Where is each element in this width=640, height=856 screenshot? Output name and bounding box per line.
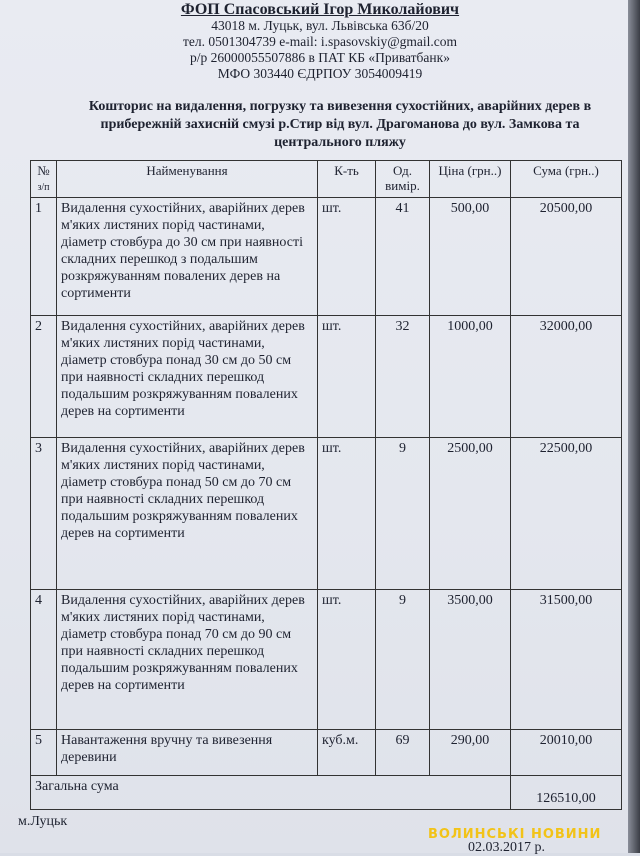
row-no: 3 (31, 438, 57, 590)
row-sum: 31500,00 (511, 590, 622, 730)
estimate-table (30, 160, 622, 810)
row-qty: шт. (318, 316, 376, 438)
table-row (31, 590, 622, 730)
letterhead (150, 2, 490, 82)
col-no: № з/п (31, 161, 57, 198)
table-row (31, 438, 622, 590)
col-name: Найменування (57, 161, 318, 198)
city: м.Луцьк (18, 814, 68, 829)
row-price: 2500,00 (430, 438, 511, 590)
watermark-logo: ВОЛИНСЬКІ НОВИНИ (428, 827, 602, 842)
total-value: 126510,00 (511, 776, 622, 810)
row-price: 3500,00 (430, 590, 511, 730)
row-unit: 32 (376, 316, 430, 438)
row-name: Видалення сухостійних, аварійних дерев м'яких листяних порід частинами, діаметр стовбура понад 50 см до 70 см при наявності складних перешкод подальшим розкряжуванням повалених дерев на сортименти (57, 438, 318, 590)
row-sum: 20010,00 (511, 730, 622, 776)
row-sum: 20500,00 (511, 198, 622, 316)
document-title: Кошторис на видалення, погрузку та вивезення сухостійних, аварійних дерев в прибережній захисній смузі р.Стир від вул. Драгоманова до вул. Замкова та центрального пляжу (88, 99, 592, 150)
bank-codes: МФО 303440 ЄДРПОУ 3054009419 (217, 66, 423, 81)
row-name: Видалення сухостійних, аварійних дерев м'яких листяних порід частинами, діаметр стовбура понад 70 см до 90 см при наявності складних перешкод подальшим розкряжуванням повалених дерев на сортименти (57, 590, 318, 730)
col-qty: К-ть (318, 161, 376, 198)
contacts: тел. 0501304739 e-mail: i.spasovskiy@gmail.com (182, 34, 458, 49)
table-row (31, 730, 622, 776)
row-price: 500,00 (430, 198, 511, 316)
total-label: Загальна сума (31, 776, 511, 810)
row-price: 290,00 (430, 730, 511, 776)
row-name: Навантаження вручну та вивезення деревини (57, 730, 318, 776)
row-qty: шт. (318, 438, 376, 590)
paper-edge (628, 0, 640, 853)
row-no: 1 (31, 198, 57, 316)
col-sum: Сума (грн..) (511, 161, 622, 198)
row-no: 4 (31, 590, 57, 730)
bank-account: р/р 26000055507886 в ПАТ КБ «Приватбанк» (190, 50, 450, 65)
col-unit: Од. вимір. (376, 161, 430, 198)
col-price: Ціна (грн..) (430, 161, 511, 198)
table-header-row (31, 161, 622, 198)
row-unit: 41 (376, 198, 430, 316)
company-name: ФОП Спасовський Ігор Миколайович (180, 1, 460, 18)
table-row (31, 198, 622, 316)
row-no: 5 (31, 730, 57, 776)
row-qty: шт. (318, 198, 376, 316)
row-unit: 9 (376, 438, 430, 590)
row-sum: 22500,00 (511, 438, 622, 590)
row-qty: куб.м. (318, 730, 376, 776)
row-name: Видалення сухостійних, аварійних дерев м'яких листяних порід частинами, діаметр стовбура до 30 см при наявності складних перешкод з подальшим розкряжуванням повалених дерев на сортименти (57, 198, 318, 316)
row-no: 2 (31, 316, 57, 438)
row-price: 1000,00 (430, 316, 511, 438)
date: 02.03.2017 р. (468, 840, 545, 855)
row-name: Видалення сухостійних, аварійних дерев м'яких листяних порід частинами, діаметр стовбура понад 30 см до 50 см при наявності складних перешкод подальшим розкряжуванням повалених дерев на сортименти (57, 316, 318, 438)
address: 43018 м. Луцьк, вул. Львівська 63б/20 (211, 18, 429, 33)
row-qty: шт. (318, 590, 376, 730)
table-row (31, 316, 622, 438)
row-sum: 32000,00 (511, 316, 622, 438)
row-unit: 9 (376, 590, 430, 730)
row-unit: 69 (376, 730, 430, 776)
total-row (31, 776, 622, 810)
